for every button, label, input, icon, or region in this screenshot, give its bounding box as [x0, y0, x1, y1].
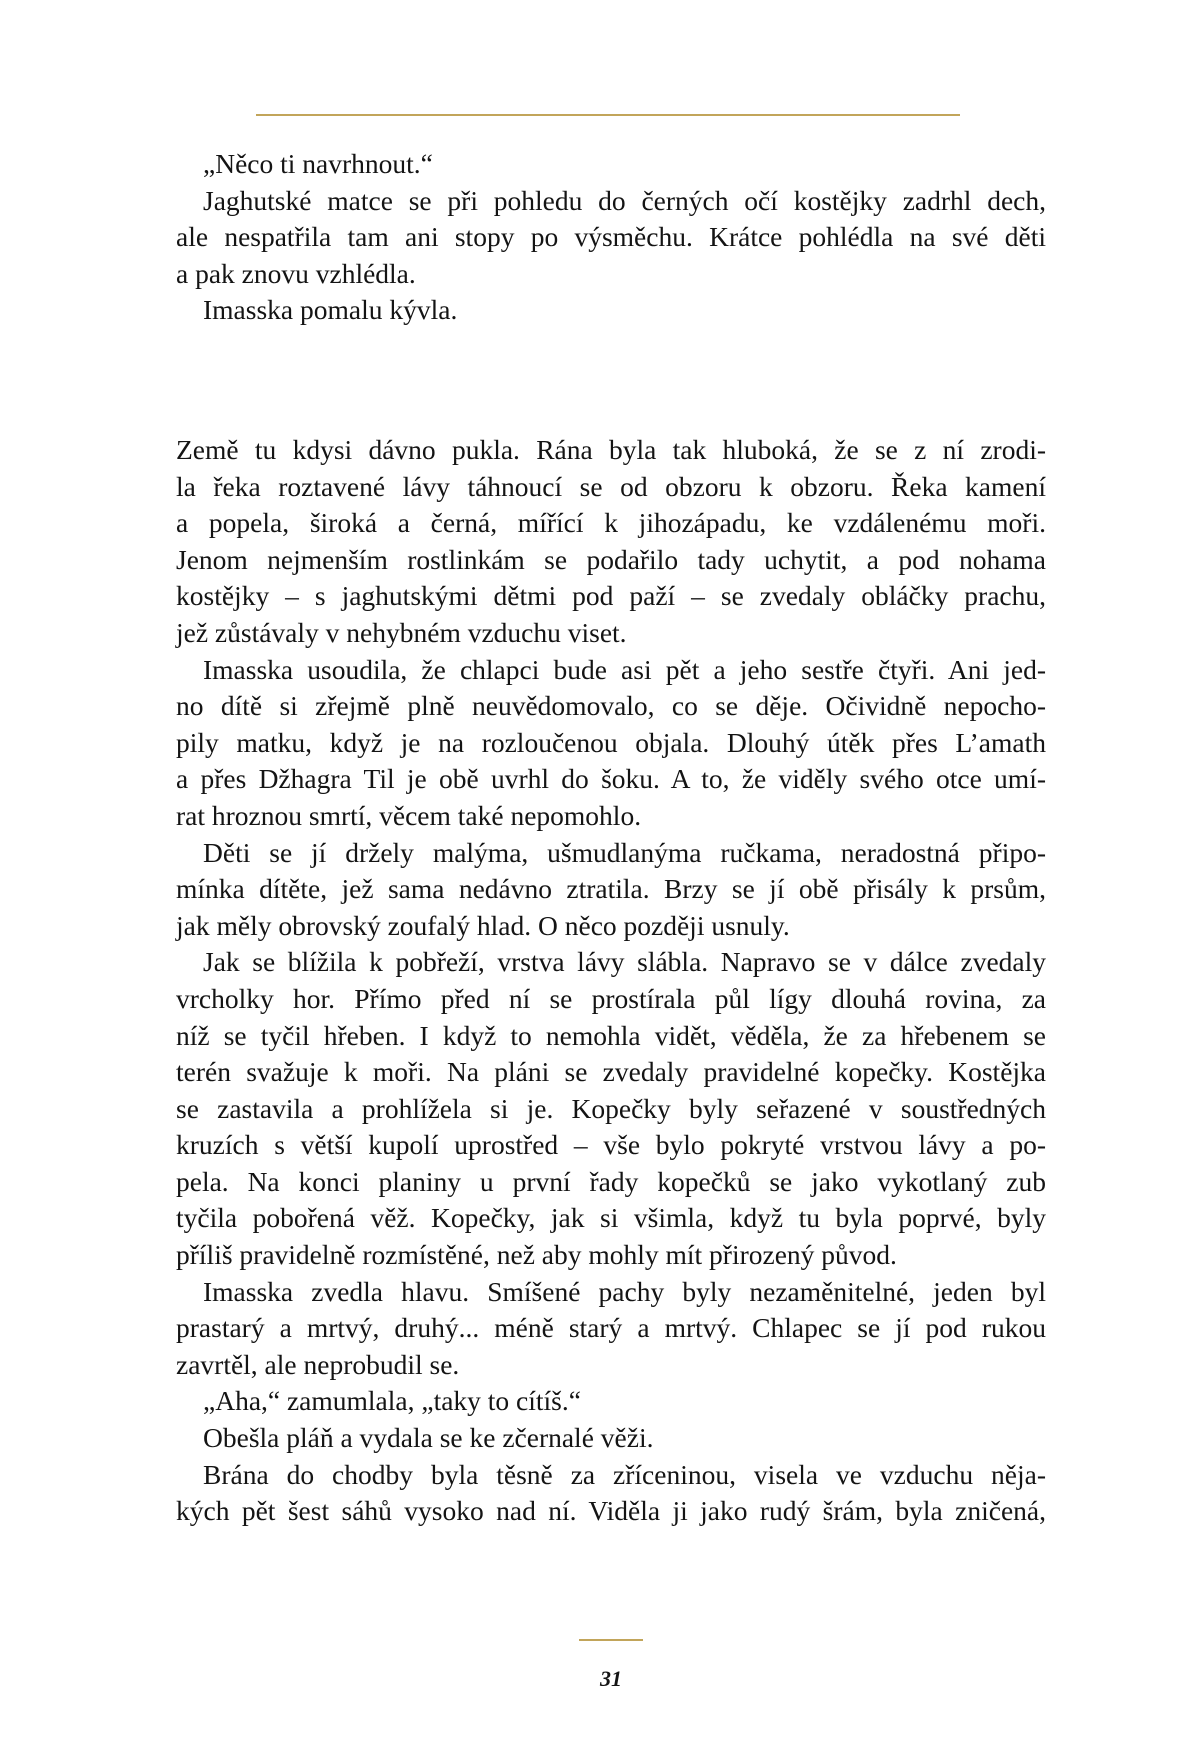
text-line: se zastavila a prohlížela si je. Kopečky byly seřazené v soustředných	[176, 1092, 1046, 1124]
paragraph	[176, 146, 1046, 183]
text-line: a přes Džhagra Til je obě uvrhl do šoku. A to, že viděly svého otce umí-	[176, 763, 1046, 795]
text-line: níž se tyčil hřeben. I když to nemohla vidět, věděla, že za hřebenem se	[176, 1019, 1046, 1051]
text-section-1	[176, 146, 1046, 329]
paragraph	[176, 292, 1046, 329]
text-line: vrcholky hor. Přímo před ní se prostírala půl lígy dlouhá rovina, za	[176, 982, 1046, 1014]
text-line: Děti se jí držely malýma, ušmudlanýma ručkama, neradostná připo-	[203, 836, 1046, 868]
paragraph	[176, 183, 1046, 293]
text-line: mínka dítěte, jež sama nedávno ztratila. Brzy se jí obě přisály k prsům,	[176, 873, 1046, 905]
footer-rule	[579, 1639, 643, 1641]
text-line: Země tu kdysi dávno pukla. Rána byla tak hluboká, že se z ní zrodi-	[176, 434, 1046, 465]
text-line: jak měly obrovský zoufalý hlad. O něco později usnuly.	[176, 909, 790, 941]
text-line: „Něco ti navrhnout.“	[203, 148, 433, 179]
text-line: Jenom nejmenším rostlinkám se podařilo tady uchytit, a pod nohama	[176, 543, 1046, 575]
text-line: prastarý a mrtvý, druhý... méně starý a mrtvý. Chlapec se jí pod rukou	[176, 1312, 1046, 1344]
text-line: Imasska pomalu kývla.	[203, 294, 458, 326]
text-line: Brána do chodby byla těsně za zříceninou, visela ve vzduchu něja-	[203, 1458, 1046, 1490]
text-line: Imasska zvedla hlavu. Smíšené pachy byly nezaměnitelné, jeden byl	[203, 1275, 1046, 1307]
text-line: jež zůstávaly v nehybném vzduchu viset.	[176, 616, 627, 648]
paragraph	[176, 835, 1046, 945]
text-line: no dítě si zřejmě plně neuvědomovalo, co se děje. Očividně nepocho-	[176, 690, 1046, 722]
text-line: rat hroznou smrtí, věcem také nepomohlo.	[176, 799, 642, 831]
text-line: Obešla pláň a vydala se ke zčernalé věži.	[203, 1422, 654, 1454]
paragraph	[176, 1457, 1046, 1530]
paragraph	[176, 432, 1046, 652]
text-line: příliš pravidelně rozmístěné, než aby mohly mít přirozený původ.	[176, 1239, 897, 1271]
text-line: pily matku, když je na rozloučenou objala. Dlouhý útěk přes L’amath	[176, 726, 1046, 758]
paragraph	[176, 1383, 1046, 1420]
text-line: Jak se blížila k pobřeží, vrstva lávy slábla. Napravo se v dálce zvedaly	[203, 946, 1046, 978]
text-line: Imasska usoudila, že chlapci bude asi pět a jeho sestře čtyři. Ani jed-	[203, 653, 1046, 685]
paragraph	[176, 1420, 1046, 1457]
paragraph	[176, 944, 1046, 1273]
text-section-2	[176, 432, 1046, 1530]
text-line: zavrtěl, ale neprobudil se.	[176, 1348, 460, 1380]
text-line: ale nespatřila tam ani stopy po výsměchu. Krátce pohlédla na své děti	[176, 221, 1046, 253]
text-line: Jaghutské matce se při pohledu do černých očí kostějky zadrhl dech,	[203, 184, 1046, 216]
paragraph	[176, 1274, 1046, 1384]
page-number: 31	[600, 1666, 622, 1691]
text-line: kých pět šest sáhů vysoko nad ní. Viděla ji jako rudý šrám, byla zničená,	[176, 1495, 1046, 1527]
text-line: a popela, široká a černá, mířící k jihozápadu, ke vzdálenému moři.	[176, 507, 1046, 539]
text-line: la řeka roztavené lávy táhnoucí se od obzoru k obzoru. Řeka kamení	[176, 470, 1046, 502]
paragraph	[176, 652, 1046, 835]
text-line: „Aha,“ zamumlala, „taky to cítíš.“	[203, 1385, 581, 1417]
header-rule	[256, 114, 960, 116]
text-line: terén svažuje k moři. Na pláni se zvedaly pravidelné kopečky. Kostějka	[176, 1056, 1046, 1088]
text-line: tyčila pobořená věž. Kopečky, jak si všimla, když tu byla poprvé, byly	[176, 1202, 1046, 1234]
text-line: kruzích s větší kupolí uprostřed – vše bylo pokryté vrstvou lávy a po-	[176, 1129, 1046, 1161]
text-line: a pak znovu vzhlédla.	[176, 257, 416, 289]
text-line: pela. Na konci planiny u první řady kopečků se jako vykotlaný zub	[176, 1165, 1046, 1197]
text-line: kostějky – s jaghutskými dětmi pod paží – se zvedaly obláčky prachu,	[176, 580, 1046, 612]
